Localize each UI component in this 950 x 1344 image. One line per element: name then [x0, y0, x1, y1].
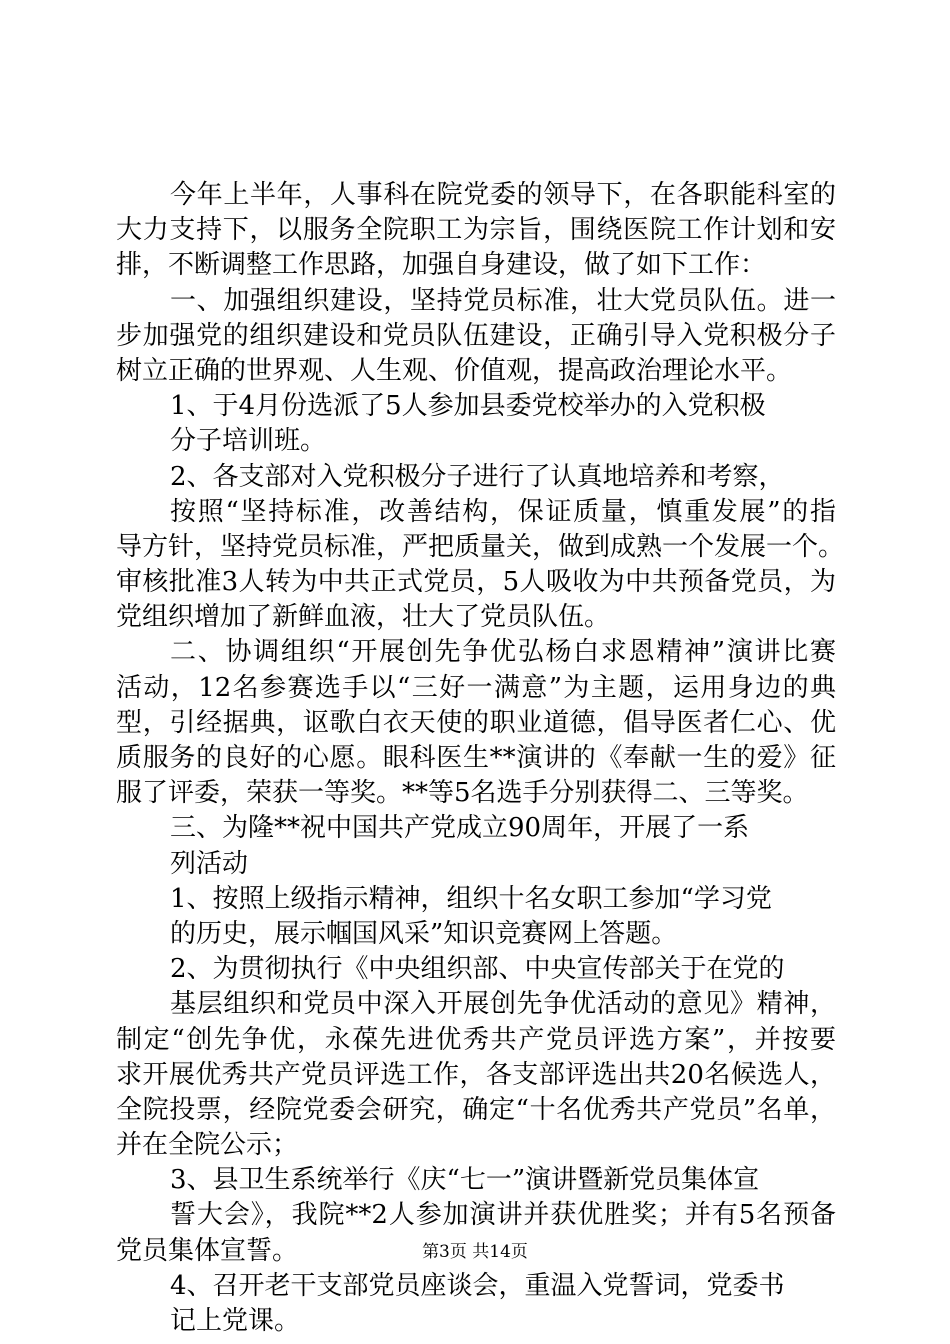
text-line: 今年上半年，人事科在院党委的领导下，在各职能科室的: [170, 180, 836, 210]
text-line: 1、按照上级指示精神，组织十名女职工参加“学习党: [170, 883, 772, 914]
text-line: 二、协调组织“开展创先争优弘杨白求恩精神”演讲比赛: [170, 637, 836, 668]
text-line: 审核批准3人转为中共正式党员，5人吸收为中共预备党员，为: [116, 567, 836, 598]
page-number-footer: 第3页 共14页: [422, 1242, 528, 1262]
text-line: 基层组织和党员中深入开展创先争优活动的意见》精神，: [170, 989, 836, 1020]
text-line: 树立正确的世界观、人生观、价值观，提高政治理论水平。: [116, 355, 793, 386]
text-line: 活动，12名参赛选手以“三好一满意”为主题，运用身边的典: [116, 672, 836, 703]
text-line: 并在全院公示；: [116, 1130, 299, 1161]
text-line: 质服务的良好的心愿。眼科医生**演讲的《奉献一生的爱》征: [116, 743, 836, 773]
text-line: 步加强党的组织建设和党员队伍建设，正确引导入党积极分子: [116, 320, 836, 351]
text-line: 制定“创先争优，永葆先进优秀共产党员评选方案”，并按要: [116, 1024, 836, 1055]
text-line: 大力支持下，以服务全院职工为宗旨，围绕医院工作计划和安: [116, 215, 836, 246]
text-line: 党员集体宣誓。: [116, 1235, 299, 1266]
text-line: 2、为贯彻执行《中央组织部、中央宣传部关于在党的: [170, 954, 785, 985]
text-line: 的历史，展示帼国风采”知识竞赛网上答题。: [170, 918, 678, 949]
text-line: 1、于4月份选派了5人参加县委党校举办的入党积极: [170, 391, 766, 422]
text-line: 型，引经据典，讴歌白衣天使的职业道德，倡导医者仁心、优: [116, 707, 836, 738]
text-line: 列活动: [170, 848, 249, 879]
text-line: 导方针，坚持党员标准，严把质量关，做到成熟一个发展一个。: [116, 531, 845, 562]
text-line: 一、加强组织建设，坚持党员标准，壮大党员队伍。进一: [170, 285, 836, 316]
text-line: 2、各支部对入党积极分子进行了认真地培养和考察，: [170, 461, 785, 492]
text-line: 4、召开老干支部党员座谈会，重温入党誓词，党委书: [170, 1270, 785, 1301]
text-line: 党组织增加了新鲜血液，壮大了党员队伍。: [116, 602, 611, 633]
text-line: 三、为隆**祝中国共产党成立90周年，开展了一系: [170, 813, 750, 844]
text-line: 3、县卫生系统举行《庆“七一”演讲暨新党员集体宣: [170, 1165, 760, 1196]
text-line: 誓大会》，我院**2人参加演讲并获优胜奖；并有5名预备: [170, 1200, 836, 1231]
text-line: 服了评委，荣获一等奖。**等5名选手分别获得二、三等奖。: [116, 778, 809, 809]
text-line: 全院投票，经院党委会研究，确定“十名优秀共产党员”名单，: [116, 1094, 836, 1125]
document-body: [116, 178, 845, 1339]
text-line: 按照“坚持标准，改善结构，保证质量，慎重发展”的指: [170, 496, 836, 527]
text-line: 求开展优秀共产党员评选工作，各支部评选出共20名候选人，: [116, 1059, 836, 1090]
text-line: 分子培训班。: [170, 426, 327, 457]
text-line: 排，不断调整工作思路，加强自身建设，做了如下工作：: [116, 250, 767, 281]
text-line: 记上党课。: [170, 1306, 301, 1336]
